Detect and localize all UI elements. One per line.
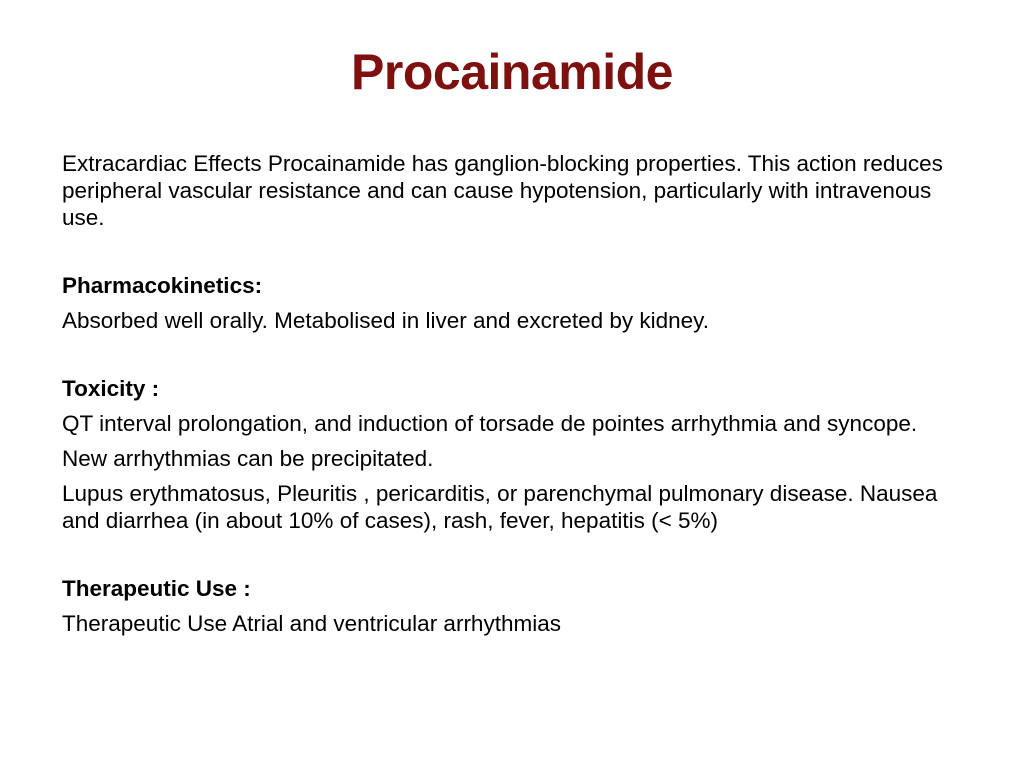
toxicity-heading: Toxicity : (62, 376, 160, 401)
toxicity-text-lupus: Lupus erythmatosus, Pleuritis , pericarditis, or parenchymal pulmonary disease. Nausea and diarrhea (in about 10% of cases), rash, fever, hepatitis (< 5%) (62, 481, 938, 533)
intro-paragraph: Extracardiac Effects Procainamide has ganglion-blocking properties. This action reduces peripheral vascular resistance and can cause hypotension, particularly with intravenous use. (62, 151, 943, 230)
slide-title: Procainamide (351, 44, 673, 100)
pharmacokinetics-text: Absorbed well orally. Metabolised in liver and excreted by kidney. (62, 308, 709, 333)
toxicity-text-arrhythmias: New arrhythmias can be precipitated. (62, 446, 434, 471)
therapeutic-use-heading: Therapeutic Use : (62, 576, 251, 601)
slide-content (62, 150, 972, 645)
pharmacokinetics-heading: Pharmacokinetics: (62, 273, 263, 298)
toxicity-text-qt: QT interval prolongation, and induction of torsade de pointes arrhythmia and syncope. (62, 411, 918, 436)
therapeutic-use-text: Therapeutic Use Atrial and ventricular arrhythmias (62, 611, 561, 636)
